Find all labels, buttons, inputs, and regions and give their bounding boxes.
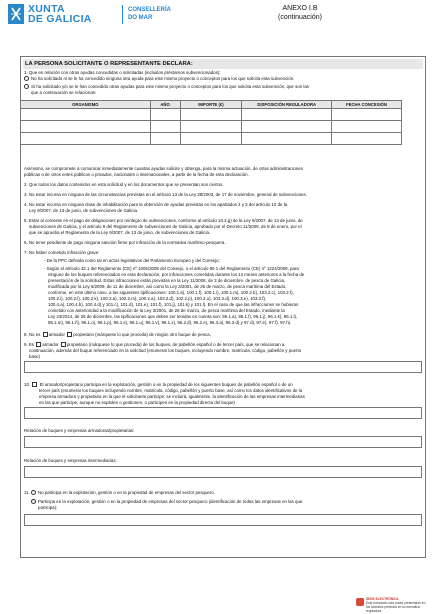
table-row[interactable] — [21, 133, 402, 145]
col-importe: IMPORTE (€) — [180, 101, 242, 109]
declaration-7-b-6: 100.2.i), 100.2.l), 100.2.k), 100.3.a), 102.2.m), 100.2.a), 102.2.d), 102.2.p), 100.2.u), 103.3.d), 100.3.e), 103.3.f), — [48, 296, 267, 301]
commitment-line-2: públicas o de otros entes públicos o privados, nacionales o internacionales, a partir de la fecha de esta declaración. — [24, 172, 249, 177]
declaration-7-b-8: cometido con anterioridad a la modificación de la Ley 3/2001, de 26 de marzo, de pesca marítima del Estado, mediante la — [48, 308, 285, 313]
table-cell[interactable] — [150, 109, 180, 121]
xunta-logo-icon — [8, 4, 24, 24]
table-cell[interactable] — [332, 121, 402, 133]
table-cell[interactable] — [150, 121, 180, 133]
declaration-7-b-1: - Según el artículo 42.1 del Reglamento (CE) nº 1005/2008 del Consejo, o el artículo 90.1 del Reglamento (CE) nº 1224/2009, para — [44, 266, 299, 271]
organization-name: XUNTA DE GALICIA — [28, 3, 92, 25]
aid-table — [20, 100, 402, 145]
question-1: 1. Que en relación con otras ayudas concedidas o solicitadas (incluidos préstamos subvencionados): — [24, 70, 221, 75]
q11-companies-field[interactable] — [24, 514, 422, 526]
armadoras-label: Relación de buques y empresas armadoras/propietarias: — [24, 428, 135, 433]
col-ano: AÑO — [150, 101, 180, 109]
footer-note: SEDE ELECTRÓNICA Este formulario sólo podrá presentarse en los formatos previstos en la normativa reguladora — [366, 597, 426, 613]
q1-option-yes-cont: que a continuación se relacionan: — [31, 90, 97, 95]
declaration-7-b-4: modificada por la Ley 6/2009, de 11 de diciembre, así como la Ley 3/2001, de 26 de marzo, de pesca marítima del Estado, — [48, 284, 287, 289]
declaration-7-b-5: conforme, en este último caso, a las siguientes tipificaciones: 100.1.a), 100.1.f), 100.1.i), 100.1.m), 100.2.b), 103.2.c), 103.2.f), — [48, 290, 294, 295]
declaration-11-option-2[interactable]: Participa en la explotación, gestión o en la propiedad de empresas del sector pesquero (identificación de todas las empresas en las que — [31, 499, 302, 504]
table-cell[interactable] — [332, 109, 402, 121]
declaration-11-option-1[interactable]: 11. No participa en la explotación, gestión o en la propiedad de empresas del sector pesquero. — [24, 490, 215, 495]
table-cell[interactable] — [242, 121, 332, 133]
declaration-7-a: - De la PPC definida como tal en actos legislativos del Parlamento Europeo y del Consejo; — [44, 258, 220, 263]
table-cell[interactable] — [332, 133, 402, 145]
q1-option-no[interactable]: No ha solicitado ni se le ha concedido ninguna otra ayuda para este mismo proyecto o conceptos para los que solicita esta subvención. — [24, 76, 294, 81]
declaration-5-line-2: subvenciones de Galicia, y el artículo 9 del Reglamento de subvenciones de Galicia, aprobado por el Decreto 11/2009, de 8 de enero, por el — [29, 224, 302, 229]
table-cell[interactable] — [180, 109, 242, 121]
q1-yes-radio[interactable] — [24, 84, 29, 89]
intermediarias-label: Relación de buques y empresas intermediarias: — [24, 458, 117, 463]
table-cell[interactable] — [180, 133, 242, 145]
declaration-7: 7. No haber cometido infracción grave: — [24, 250, 100, 255]
table-cell[interactable] — [242, 109, 332, 121]
declaration-9: 9. Es armador propietario (márquese lo que proceda) de los buques, de pabellón español o de tercer país, que se relacionan a — [24, 342, 285, 347]
declaration-4-line-2: Ley 9/2007, de 13 de junio, de subvenciones de Galicia. — [29, 208, 139, 213]
q1-no-radio[interactable] — [24, 76, 29, 81]
declaration-10: 10. El armador/propietario participa en la explotación, gestión o en la propiedad de los siguientes buques de pabellón español o de un — [24, 382, 293, 387]
table-cell[interactable] — [180, 121, 242, 133]
q9-vessels-field[interactable] — [24, 361, 422, 373]
declaration-7-b-9: Ley 33/2014, de 26 de diciembre, las tipificaciones que deben ser tenidas en cuenta son: 96.1.a), 96.1.f), 96.1.j), 96.1.k), 96.1.l), — [48, 314, 298, 319]
annex-label: ANEXO I.B (continuación) — [278, 5, 322, 21]
declaration-10-line-4: en las que participe, aunque no exploten o gestionen, o participen en la propiedad directa del buque) — [39, 400, 236, 405]
declaration-6: 6. No tener pendiente de pago ninguna sanción firme por infracción de la normativa marítimo-pesquera. — [24, 240, 226, 245]
q8-armador-checkbox[interactable] — [43, 332, 48, 337]
declaration-3: 3. No estar incursa en ninguna de las circunstancias previstas en el artículo 13 de la Ley 38/2003, de 17 de noviembre, general de subvenciones. — [24, 192, 307, 197]
declaration-5-line-1: 5. Estar al corriente en el pago de obligaciones por reintegro de subvenciones, conforme al artículo 10.2.g) de la Ley 9/2007, de 13 de junio, de — [24, 218, 303, 223]
table-cell[interactable] — [21, 109, 151, 121]
col-fecha: FECHA CONCESIÓN — [332, 101, 402, 109]
q10-vessels-field[interactable] — [24, 407, 422, 419]
table-cell[interactable] — [150, 133, 180, 145]
intermediarias-field[interactable] — [24, 466, 422, 478]
department-name: CONSELLERÍA DO MAR — [128, 7, 172, 21]
table-cell[interactable] — [242, 133, 332, 145]
declaration-7-b-10: 96.1.m), 96.1.ñ), 96.1.o), 96.1.p), 96.1.s), 96.1.u), 96.1.v), 96.1.x), 96.2.d), 96.2.e), 96.3.a), 96.3.d) y 97.d), 97.e), 97.f), 97.h). — [48, 320, 292, 325]
declaration-7-b-3: presentación de la solicitud. Estas infracciones están previstas en la Ley 11/2008, de 3 de diciembre, de pesca de Galicia, — [48, 278, 286, 283]
declaration-7-b-2: ninguno de los buques referenciados en esta declaración, por infracciones cometidas durante los 12 meses anteriores a la fecha de — [48, 272, 305, 277]
q8-propietario-checkbox[interactable] — [67, 332, 72, 337]
q11-yes-radio[interactable] — [31, 499, 36, 504]
declaration-9-line-2: continuación, además del buque referenciado en la solicitud (enumerar los buques, incluyendo nombre, matrícula, código, pabellón y puerto — [29, 348, 302, 353]
declaration-10-line-3: empresa armadora y propietaria en la que el solicitante participe; se incluirá, igualmente, la identificación de las empresas intermediarias — [39, 394, 305, 399]
declaration-5-line-3: que se aprueba el Reglamento de la Ley 9/2007, de 13 de junio, de subvenciones de Galicia. — [29, 230, 211, 235]
declaration-4-line-1: 4. No estar incursa en ninguna clase de inhabilitación para la obtención de ayudas previstas en los apartados 2 y 3 del artículo 10 de la — [24, 202, 288, 207]
aid-table-header — [21, 101, 402, 109]
col-organismo: ORGANISMO — [21, 101, 151, 109]
page-header — [8, 4, 431, 28]
commitment-line-1: Asimismo, se compromete a comunicar inmediatamente cuantas ayudas solicite y obtenga, para la misma actuación, de otras administraciones — [24, 166, 303, 171]
table-cell[interactable] — [21, 133, 151, 145]
declaration-10-line-2: tercer país (enumerar los buques incluyendo nombre, matrícula, código, pabellón y puerto base, así como los datos identificativos de la — [39, 388, 303, 393]
declaration-9-line-3: base) — [29, 354, 40, 359]
armadoras-field[interactable] — [24, 436, 422, 448]
q10-checkbox[interactable] — [32, 382, 37, 387]
q11-no-radio[interactable] — [31, 490, 36, 495]
declaration-8: 8. No es armador propietario (márquese lo que proceda) de ningún otro buque de pesca. — [24, 332, 211, 337]
col-disposicion: DISPOSICIÓN REGULADORA — [242, 101, 332, 109]
declaration-7-b-7: 100.4.a), 100.4.b), 100.4.d) y 101.c), 101.d), 101.e), 101.f), 101.j), 101.k) y 101.l). En el caso de que las infracciones se hubieran — [48, 302, 299, 307]
declaration-2: 2. Que todos los datos contenidos en esta solicitud y en los documentos que se presentan son ciertos. — [24, 182, 224, 187]
header-divider — [122, 5, 123, 24]
q9-propietario-checkbox[interactable] — [61, 342, 66, 347]
declaration-11-option-2-cont: participa): — [38, 505, 58, 510]
q1-option-yes[interactable]: Sí ha solicitado y/o se le han concedido otras ayudas para este mismo proyecto o conceptos para los que solicita esta subvención, que son las — [24, 84, 309, 89]
section-title: LA PERSONA SOLICITANTE O REPRESENTANTE DECLARA: — [23, 59, 423, 69]
table-cell[interactable] — [21, 121, 151, 133]
sede-electronica-icon — [356, 598, 364, 606]
table-row[interactable] — [21, 109, 402, 121]
table-row[interactable] — [21, 121, 402, 133]
q9-armador-checkbox[interactable] — [36, 342, 41, 347]
